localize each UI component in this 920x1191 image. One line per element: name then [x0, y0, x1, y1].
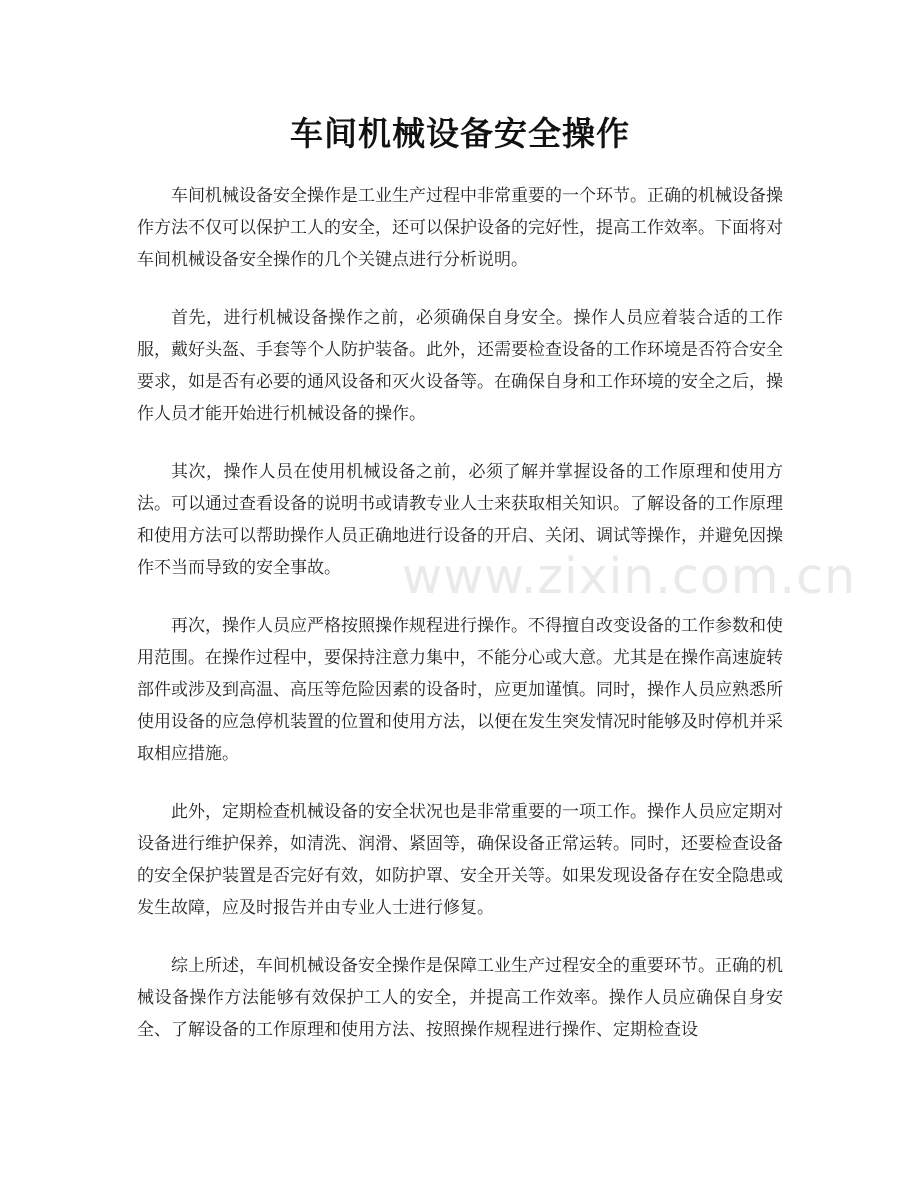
- document-title: 车间机械设备安全操作: [290, 114, 630, 153]
- paragraph-3: 其次，操作人员在使用机械设备之前，必须了解并掌握设备的工作原理和使用方法。可以通过查看设备的说明书或请教专业人士来获取相关知识。了解设备的工作原理和使用方法可以帮助操作人员正确地进行设备的开启、关闭、调试等操作，并避免因操作不当而导致的安全事故。: [137, 462, 783, 578]
- watermark: www.zixin.com.cn: [402, 548, 857, 605]
- paragraph-4: 再次，操作人员应严格按照操作规程进行操作。不得擅自改变设备的工作参数和使用范围。在操作过程中，要保持注意力集中，不能分心或大意。尤其是在操作高速旋转部件或涉及到高温、高压等危险因素的设备时，应更加谨慎。同时，操作人员应熟悉所使用设备的应急停机装置的位置和使用方法，以便在发生突发情况时能够及时停机并采取相应措施。: [137, 616, 783, 764]
- paragraph-6: 综上所述，车间机械设备安全操作是保障工业生产过程安全的重要环节。正确的机械设备操作方法能够有效保护工人的安全，并提高工作效率。操作人员应确保自身安全、了解设备的工作原理和使用方法、按照操作规程进行操作、定期检查设: [137, 956, 783, 1040]
- document-body: [137, 180, 783, 1072]
- paragraph-2: 首先，进行机械设备操作之前，必须确保自身安全。操作人员应着装合适的工作服，戴好头盔、手套等个人防护装备。此外，还需要检查设备的工作环境是否符合安全要求，如是否有必要的通风设备和灭火设备等。在确保自身和工作环境的安全之后，操作人员才能开始进行机械设备的操作。: [137, 308, 783, 424]
- paragraph-1: 车间机械设备安全操作是工业生产过程中非常重要的一个环节。正确的机械设备操作方法不仅可以保护工人的安全，还可以保护设备的完好性，提高工作效率。下面将对车间机械设备安全操作的几个关键点进行分析说明。: [137, 186, 783, 270]
- paragraph-5: 此外，定期检查机械设备的安全状况也是非常重要的一项工作。操作人员应定期对设备进行维护保养，如清洗、润滑、紧固等，确保设备正常运转。同时，还要检查设备的安全保护装置是否完好有效，如防护罩、安全开关等。如果发现设备存在安全隐患或发生故障，应及时报告并由专业人士进行修复。: [137, 802, 783, 918]
